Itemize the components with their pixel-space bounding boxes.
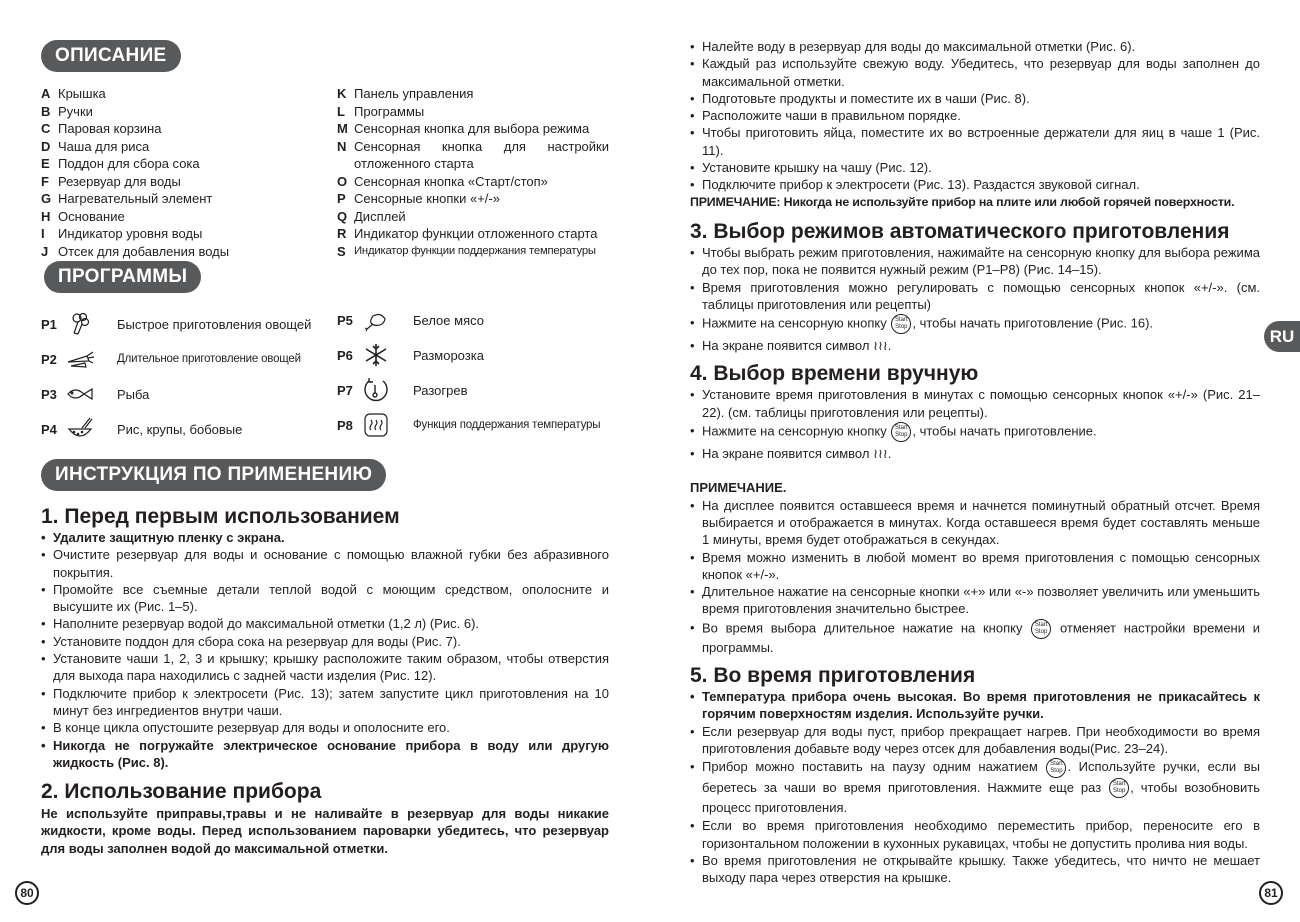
- stop-label: Stop: [1035, 628, 1048, 635]
- stop-label: Stop: [895, 324, 908, 331]
- program-p5: [337, 305, 484, 335]
- list-item: • Установите чаши 1, 2, 3 и крышку; крышку расположите таким образом, чтобы отверстия для выхода пара находились с задней части изделия (Рис. 12).: [41, 650, 609, 685]
- item-text: , чтобы начать приготовление.: [912, 423, 1097, 439]
- program-label: Разогрев: [413, 382, 468, 398]
- list-item: • Очистите резервуар для воды и основание с помощью влажной губки без абразивного покрытия.: [41, 546, 609, 581]
- legend-letter: M: [337, 121, 348, 136]
- list-item: • Установите крышку на чашу (Рис. 12).: [690, 159, 1260, 176]
- legend-letter: A: [41, 86, 51, 101]
- program-code: P4: [41, 421, 57, 437]
- legend-letter: K: [337, 86, 347, 101]
- legend-text: Чаша для риса: [58, 138, 150, 154]
- legend-item-s: [337, 243, 609, 261]
- program-label: Рыба: [117, 386, 150, 402]
- legend-text: Крышка: [58, 86, 106, 101]
- program-code: P6: [337, 347, 353, 363]
- legend-text: Индикатор функции поддержания температуры: [354, 244, 596, 257]
- list-item: [690, 422, 1260, 442]
- legend-text: Паровая корзина: [58, 121, 162, 136]
- program-p7: [337, 375, 467, 405]
- legend-item-r: [337, 225, 609, 243]
- legend-letter: C: [41, 121, 51, 136]
- program-code: P7: [337, 382, 353, 398]
- legend-text: Индикатор функции отложенного старта: [354, 226, 598, 241]
- list-item: • Чтобы выбрать режим приготовления, нажимайте на сенсорную кнопку для выбора режима до тех пор, пока не появится нужный режим (P1–P8) (Рис. 14–15).: [690, 244, 1260, 279]
- list-item: • Время приготовления можно регулировать с помощью сенсорных кнопок «+/-». (см. таблицы приготовления или рецепты): [690, 279, 1260, 314]
- list-item: • Наполните резервуар водой до максимальной отметки (1,2 л) (Рис. 6).: [41, 615, 609, 632]
- legend-letter: I: [41, 226, 45, 241]
- programs-heading: ПРОГРАММЫ: [44, 261, 201, 293]
- start-stop-icon: [1031, 619, 1051, 639]
- list-item: • В конце цикла опустошите резервуар для воды и ополосните его.: [41, 719, 609, 736]
- program-label: Длительное приготовление овощей: [117, 353, 301, 365]
- keep-warm-icon: [359, 410, 393, 440]
- section-4-list: [690, 386, 1260, 462]
- legend-text: Сенсорная кнопка для выбора режима: [354, 121, 590, 136]
- legend-text: Дисплей: [354, 208, 406, 224]
- program-code: P3: [41, 386, 57, 402]
- list-item: • Чтобы приготовить яйца, поместите их во встроенные держатели для яиц в чаше 1 (Рис. 11).: [690, 124, 1260, 159]
- note-list: [690, 497, 1260, 618]
- list-item: • На экране появится символ ≀≀≀.: [690, 445, 1260, 462]
- legend-item-l: [337, 103, 609, 121]
- list-item: • На дисплее появится оставшееся время и начнется поминутный обратный отсчет. Время выбирается и отображается в минутах. Когда оставшееся время будет составлять меньше 1 минуты, время будет отображаться в секундах.: [690, 497, 1260, 549]
- rice-bowl-icon: [63, 414, 97, 444]
- list-item: • Промойте все съемные детали теплой водой с моющим средством, ополосните и высушите их (Рис. 1–5).: [41, 581, 609, 616]
- legend-letter: O: [337, 173, 348, 189]
- description-heading: ОПИСАНИЕ: [41, 40, 181, 72]
- legend-letter: Q: [337, 208, 348, 224]
- program-p3: [41, 379, 149, 409]
- section-2-text: Не используйте приправы,травы и не наливайте в резервуар для воды никакие жидкости, кроме воды. Перед использованием пароварки убедитесь, что резервуар для воды заполнен водой до максимальной отметки.: [41, 806, 609, 856]
- section-1-title: 1. Перед первым использованием: [41, 505, 400, 528]
- legend-text: Индикатор уровня воды: [58, 226, 203, 241]
- reheat-icon: [359, 375, 393, 405]
- legend-letter: E: [41, 156, 50, 171]
- item-text: отменяет настройки времени и программы.: [702, 620, 1260, 655]
- program-p6: [337, 340, 484, 370]
- legend-text: Основание: [58, 208, 125, 224]
- list-item: [690, 314, 1260, 334]
- list-item: • Подготовьте продукты и поместите их в чаши (Рис. 8).: [690, 90, 1260, 107]
- start-label: Start: [1112, 781, 1126, 788]
- snowflake-icon: [359, 340, 393, 370]
- list-item: • Если резервуар для воды пуст, прибор прекращает нагрев. При необходимости во время приготовления добавьте воду через отсек для добавления воды(Рис. 23–24).: [690, 723, 1260, 758]
- legend-text: Сенсорная кнопка для настройки отложенного старта: [354, 138, 609, 171]
- legend-text: Сенсорная кнопка «Старт/стоп»: [354, 173, 548, 189]
- legend-text: Программы: [354, 103, 425, 119]
- legend-column-left: [41, 85, 321, 260]
- program-label: Белое мясо: [413, 312, 484, 328]
- legend-letter: N: [337, 138, 347, 154]
- list-item: • На экране появится символ ≀≀≀.: [690, 337, 1260, 354]
- legend-text: Сенсорные кнопки «+/-»: [354, 191, 500, 206]
- start-stop-icon: [1046, 758, 1066, 778]
- broccoli-icon: [63, 309, 97, 339]
- page-number-right: 81: [1259, 881, 1283, 905]
- note-title: ПРИМЕЧАНИЕ.: [690, 480, 787, 496]
- right-page: [690, 38, 1260, 887]
- legend-text: Отсек для добавления воды: [58, 243, 230, 259]
- program-label: Разморозка: [413, 347, 484, 363]
- list-item: [690, 619, 1260, 656]
- item-text: Нажмите на сенсорную кнопку: [702, 315, 887, 331]
- fish-icon: [63, 379, 97, 409]
- section-3-title: 3. Выбор режимов автоматического приготовления: [690, 219, 1230, 243]
- legend-letter: D: [41, 138, 51, 154]
- legend-item-q: [337, 208, 609, 226]
- start-label: Start: [1034, 621, 1048, 628]
- chicken-icon: [359, 305, 393, 335]
- legend-item-i: [41, 225, 321, 243]
- section-5-list: [690, 688, 1260, 817]
- list-item: • Никогда не погружайте электрическое основание прибора в воду или другую жидкость (Рис. 8).: [41, 737, 609, 772]
- program-code: P2: [41, 351, 57, 367]
- legend-letter: J: [41, 243, 49, 259]
- list-item: • Если во время приготовления необходимо переместить прибор, переносите его в горизонтальном положении в кухонных рукавицах, чтобы не допустить пролива ния воды.: [690, 817, 1260, 852]
- start-label: Start: [895, 317, 908, 324]
- section-1-list: [41, 529, 609, 771]
- list-item: • Во время приготовления не открывайте крышку. Также убедитесь, что ничто не мешает выходу пара через отверстия на крышке.: [690, 852, 1260, 887]
- surface-note: ПРИМЕЧАНИЕ: Никогда не используйте прибор на плите или любой горячей поверхности.: [690, 194, 1235, 209]
- legend-item-d: [41, 138, 321, 156]
- legend-item-c: [41, 120, 321, 138]
- list-item: [690, 757, 1260, 817]
- legend-letter: P: [337, 191, 346, 206]
- list-item: • Время можно изменить в любой момент во время приготовления с помощью сенсорных кнопок «+/-».: [690, 549, 1260, 584]
- item-text: Прибор можно поставить на паузу одним нажатием: [702, 759, 1038, 775]
- item-text: . Используйте ручки, если вы беретесь за чаши во время приготовления. Нажмите еще раз: [702, 759, 1260, 795]
- section-3-list: [690, 244, 1260, 354]
- page-number-left: 80: [15, 881, 39, 905]
- legend-letter: S: [337, 243, 346, 259]
- program-code: P5: [337, 312, 353, 328]
- legend-item-e: [41, 155, 321, 173]
- list-item: • Установите время приготовления в минутах с помощью сенсорных кнопок «+/-» (Рис. 21–22). (см. таблицы приготовления или рецепты).: [690, 386, 1260, 421]
- legend-letter: L: [337, 103, 345, 119]
- start-stop-icon: [891, 422, 911, 442]
- list-item: • Удалите защитную пленку с экрана.: [41, 529, 609, 546]
- start-label: Start: [895, 425, 908, 432]
- item-text: Нажмите на сенсорную кнопку: [702, 423, 887, 439]
- language-tab: RU: [1264, 321, 1300, 352]
- stop-label: Stop: [895, 432, 908, 439]
- legend-item-m: [337, 120, 609, 138]
- start-stop-icon: [1109, 778, 1129, 798]
- steps-list: [690, 38, 1260, 194]
- parts-legend: [41, 85, 609, 261]
- legend-letter: G: [41, 191, 52, 206]
- legend-column-right: [337, 85, 609, 260]
- legend-item-p: [337, 190, 609, 208]
- list-item: • Длительное нажатие на сенсорные кнопки «+» или «-» позволяет увеличить или уменьшить время приготовления значительно быстрее.: [690, 583, 1260, 618]
- left-page: [41, 40, 609, 857]
- legend-item-a: [41, 85, 321, 103]
- program-p1: [41, 309, 311, 339]
- note-list-last: [690, 619, 1260, 656]
- list-item: • Налейте воду в резервуар для воды до максимальной отметки (Рис. 6).: [690, 38, 1260, 55]
- legend-item-o: [337, 173, 609, 191]
- legend-letter: R: [337, 226, 347, 241]
- legend-item-n: [337, 138, 609, 173]
- list-item: • Расположите чаши в правильном порядке.: [690, 107, 1260, 124]
- section-5-list-rest: [690, 817, 1260, 886]
- carrot-icon: [63, 344, 97, 374]
- legend-text: Резервуар для воды: [58, 173, 181, 189]
- program-p8: [337, 410, 600, 440]
- program-p4: [41, 414, 242, 444]
- item-text: , чтобы возобновить процесс приготовления.: [702, 779, 1260, 816]
- program-code: P8: [337, 417, 353, 433]
- section-4-title: 4. Выбор времени вручную: [690, 362, 979, 386]
- list-item: • Подключите прибор к электросети (Рис. 13). Раздастся звуковой сигнал.: [690, 176, 1260, 193]
- list-item: • Установите поддон для сбора сока на резервуар для воды (Рис. 7).: [41, 633, 609, 650]
- legend-item-g: [41, 190, 321, 208]
- program-code: P1: [41, 316, 57, 332]
- legend-item-b: [41, 103, 321, 121]
- program-label: Функция поддержания температуры: [413, 419, 601, 431]
- program-label: Быстрое приготовления овощей: [117, 316, 312, 332]
- legend-text: Нагревательный элемент: [58, 191, 213, 206]
- instructions-heading: ИНСТРУКЦИЯ ПО ПРИМЕНЕНИЮ: [41, 459, 386, 491]
- legend-item-h: [41, 208, 321, 226]
- legend-letter: B: [41, 103, 51, 119]
- section-5-title: 5. Во время приготовления: [690, 664, 976, 688]
- item-text: , чтобы начать приготовление (Рис. 16).: [912, 315, 1154, 331]
- section-2-title: 2. Использование прибора: [41, 780, 322, 804]
- program-p2: [41, 344, 301, 374]
- stop-label: Stop: [1050, 767, 1063, 774]
- list-item: • Температура прибора очень высокая. Во время приготовления не прикасайтесь к горячим поверхностям изделия. Используйте ручки.: [690, 688, 1260, 723]
- programs-list: [41, 305, 609, 453]
- legend-item-j: [41, 243, 321, 261]
- program-label: Рис, крупы, бобовые: [117, 421, 243, 437]
- stop-label: Stop: [1113, 788, 1126, 795]
- item-text: Во время выбора длительное нажатие на кнопку: [702, 620, 1023, 636]
- legend-text: Ручки: [58, 103, 93, 119]
- legend-text: Панель управления: [354, 86, 474, 101]
- list-item: • Подключите прибор к электросети (Рис. 13); затем запустите цикл приготовления на 10 минут без ингредиентов внутри чаши.: [41, 685, 609, 720]
- legend-letter: H: [41, 208, 51, 224]
- legend-letter: F: [41, 173, 49, 189]
- start-label: Start: [1050, 760, 1063, 767]
- legend-item-f: [41, 173, 321, 191]
- legend-item-k: [337, 85, 609, 103]
- legend-text: Поддон для сбора сока: [58, 156, 200, 171]
- start-stop-icon: [891, 314, 911, 334]
- list-item: • Каждый раз используйте свежую воду. Убедитесь, что резервуар для воды заполнен до максимальной отметки.: [690, 55, 1260, 90]
